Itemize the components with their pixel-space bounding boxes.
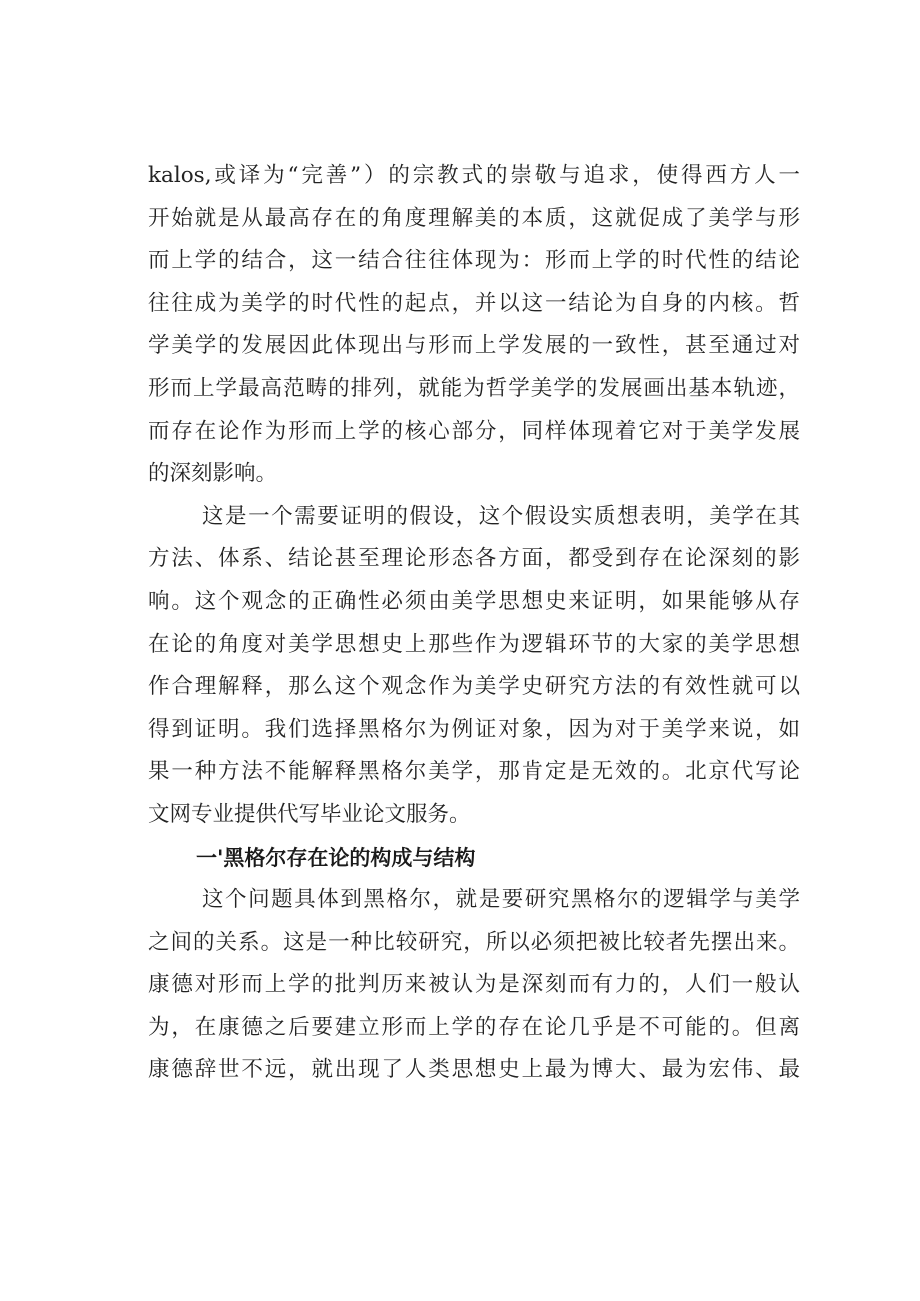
text-line: 而上学的结合，这一结合往往体现为：形而上学的时代性的结论	[148, 248, 800, 274]
text-line: 响。这个观念的正确性必须由美学思想史来证明，如果能够从存	[148, 588, 800, 614]
text-line: 形而上学最高范畴的排列，就能为哲学美学的发展画出基本轨迹，	[148, 375, 800, 401]
text-line: 的深刻影响。	[148, 461, 278, 487]
paragraph-3	[148, 879, 800, 1092]
paragraph-2	[148, 496, 800, 837]
text-line: 文网专业提供代写毕业论文服务。	[148, 801, 471, 827]
text-line: 康德对形而上学的批判历来被认为是深刻而有力的，人们一般认	[148, 972, 800, 998]
text-line: 这是一个需要证明的假设，这个假设实质想表明，美学在其	[202, 503, 800, 529]
text-line: 往往成为美学的时代性的起点，并以这一结论为自身的内核。哲	[148, 290, 800, 316]
text-line: 之间的关系。这是一种比较研究，所以必须把被比较者先摆出来。	[148, 929, 800, 955]
text-line: 开始就是从最高存在的角度理解美的本质，这就促成了美学与形	[148, 205, 800, 231]
body-text	[148, 155, 800, 1092]
section-heading: 一'黑格尔存在论的构成与结构	[196, 845, 476, 870]
text-line: 果一种方法不能解释黑格尔美学，那肯定是无效的。北京代写论	[148, 759, 800, 785]
paragraph-1	[148, 155, 800, 496]
text-line: 在论的角度对美学思想史上那些作为逻辑环节的大家的美学思想	[148, 631, 800, 657]
text-line: 方法、体系、结论甚至理论形态各方面，都受到存在论深刻的影	[148, 546, 800, 572]
text-line: 这个问题具体到黑格尔，就是要研究黑格尔的逻辑学与美学	[202, 887, 800, 913]
text-line: kalos,或译为“完善”）的宗教式的崇敬与追求，使得西方人一	[148, 163, 800, 188]
text-line: 为，在康德之后要建立形而上学的存在论几乎是不可能的。但离	[148, 1014, 800, 1040]
text-line: 得到证明。我们选择黑格尔为例证对象，因为对于美学来说，如	[148, 716, 800, 742]
text-line: 学美学的发展因此体现出与形而上学发展的一致性，甚至通过对	[148, 333, 800, 359]
text-line: 而存在论作为形而上学的核心部分，同样体现着它对于美学发展	[148, 418, 800, 444]
text-line: 康德辞世不远，就出现了人类思想史上最为博大、最为宏伟、最	[148, 1057, 800, 1083]
text-line: 作合理解释，那么这个观念作为美学史研究方法的有效性就可以	[148, 674, 800, 700]
